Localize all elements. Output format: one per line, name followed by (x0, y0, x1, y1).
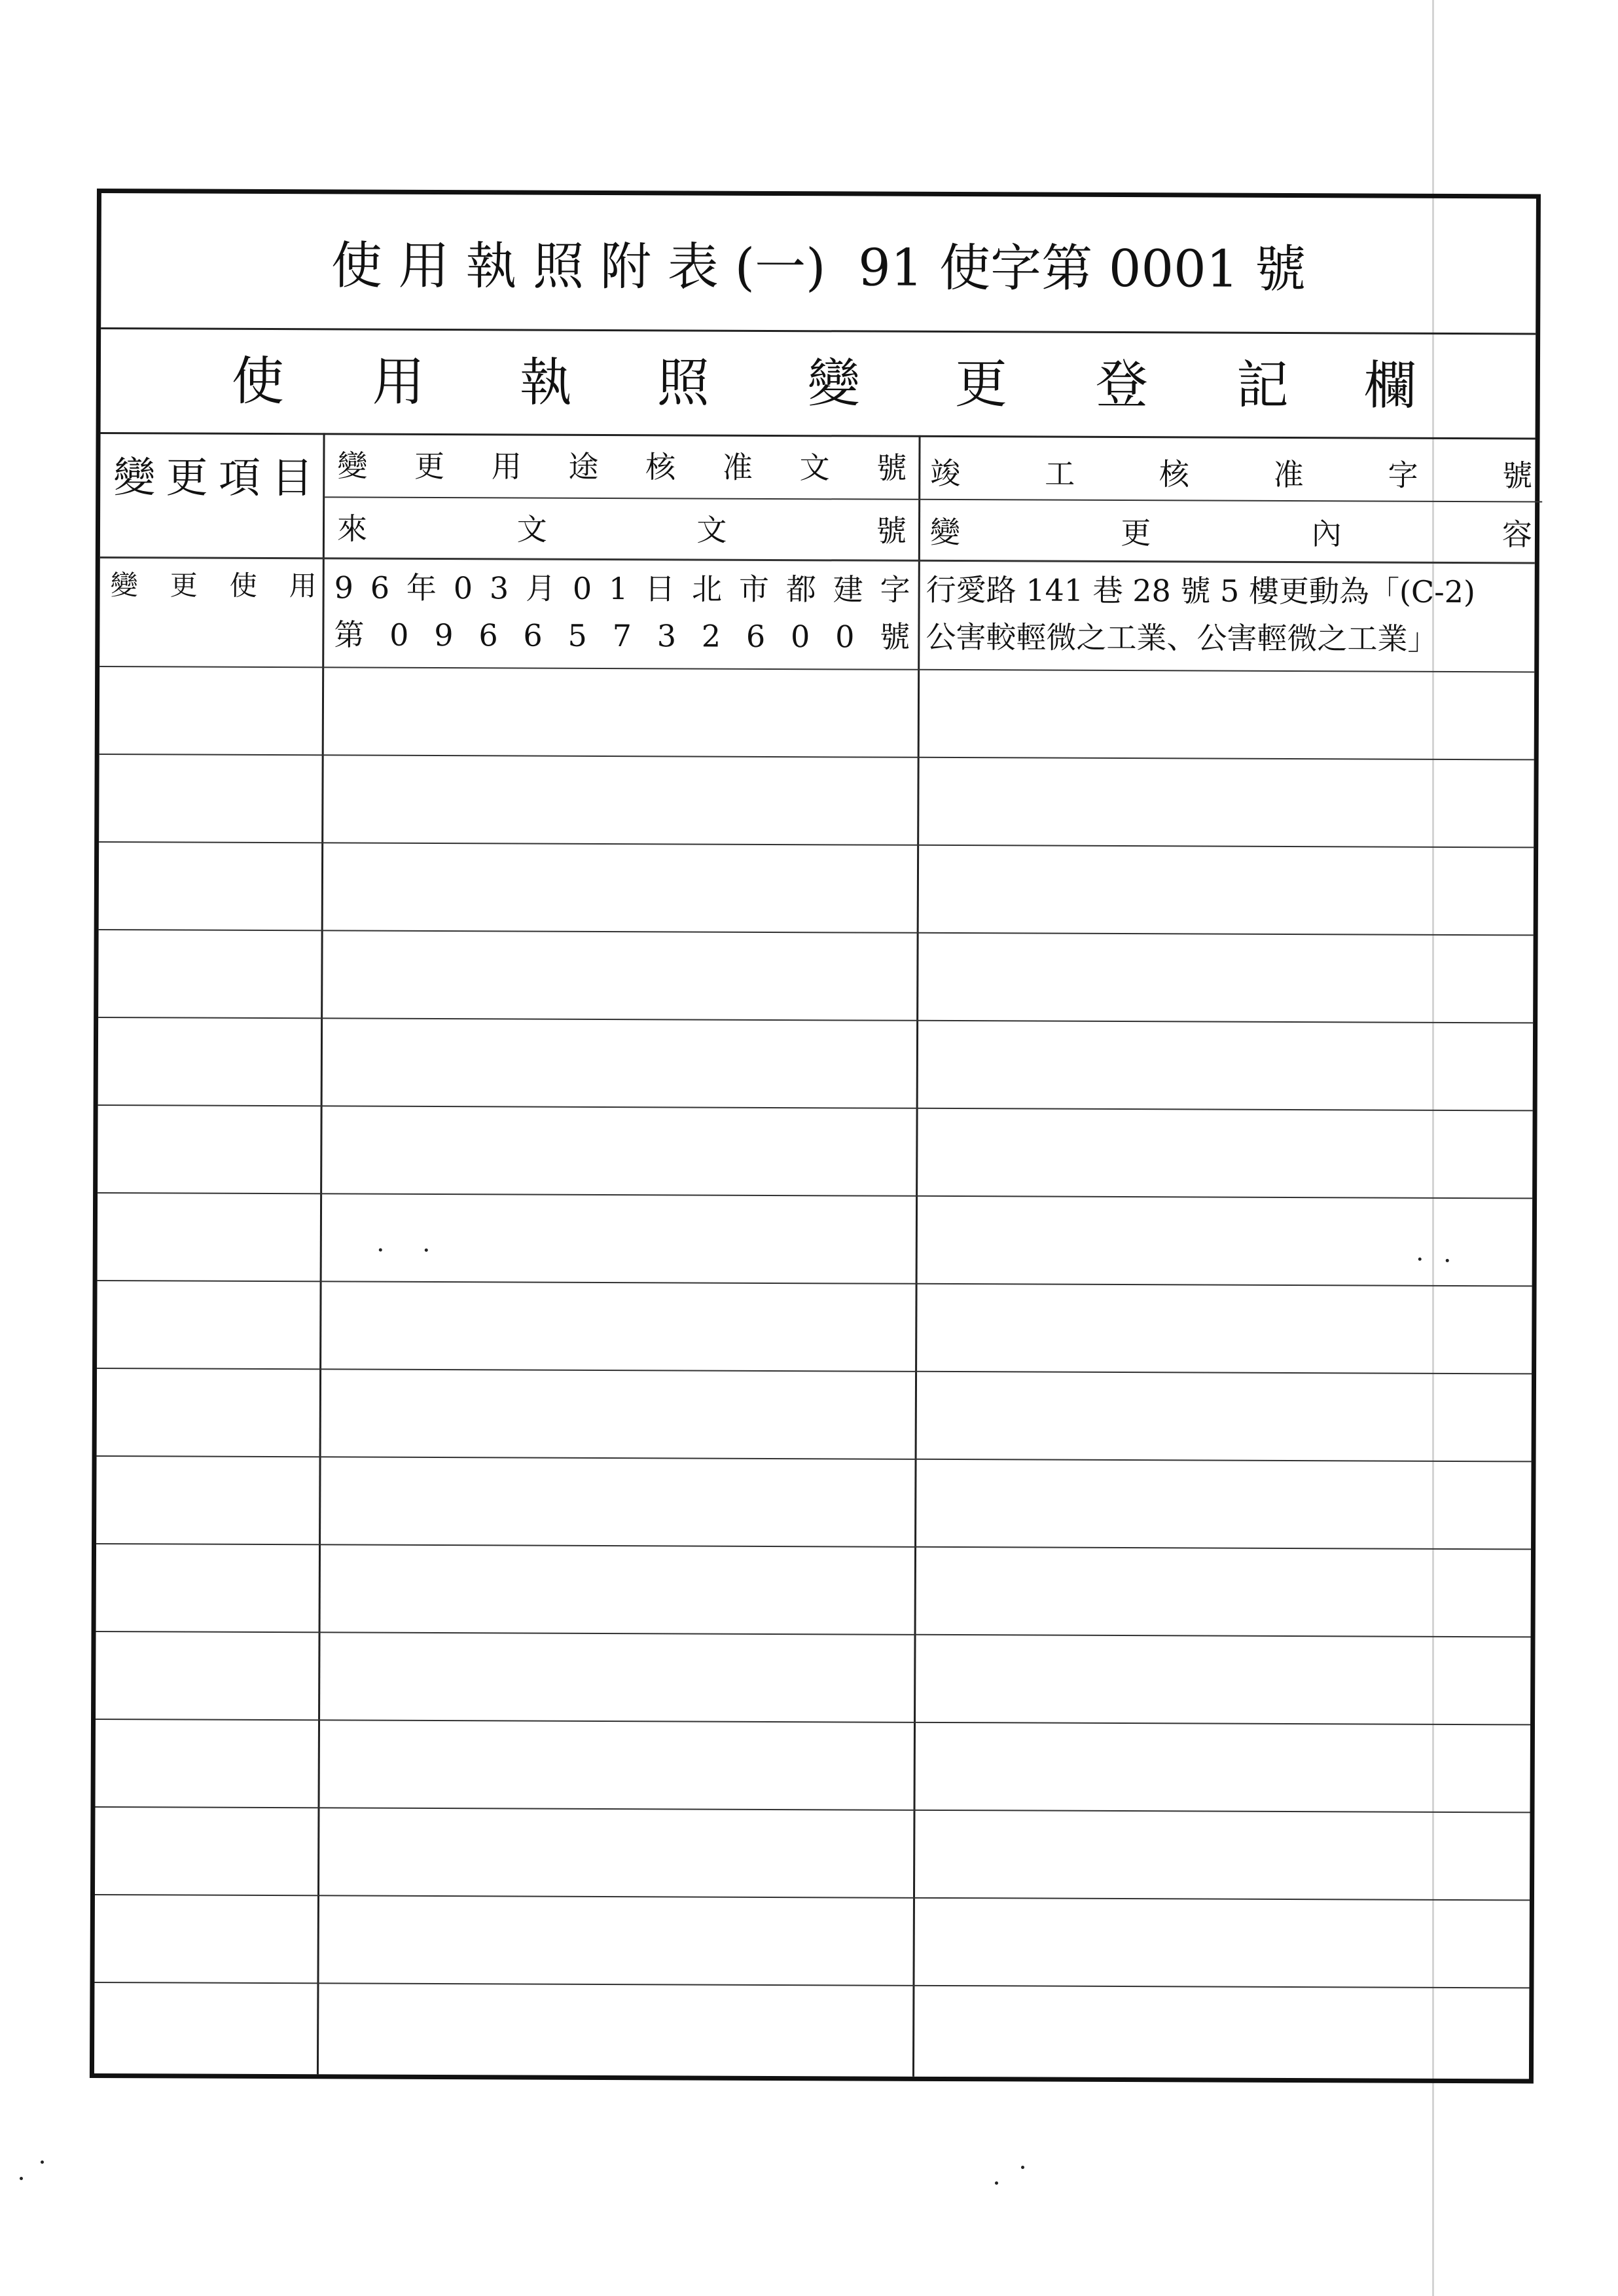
table-row-line (98, 1104, 1533, 1111)
entry-doc-char: 7 (612, 618, 632, 654)
entry-doc-char: 9 (434, 617, 454, 653)
table-row-line (96, 1543, 1531, 1550)
section-heading (101, 327, 1536, 439)
entry-doc-char: 6 (370, 570, 390, 606)
table-row-line (99, 754, 1534, 760)
header-approval-char: 准 (722, 449, 753, 485)
column-divider-1 (317, 433, 325, 2074)
entry-doc-char: 0 (572, 570, 592, 606)
entry-doc-char: 字 (880, 572, 910, 608)
section-heading-char: 用 (372, 351, 425, 412)
entry-doc-char: 北 (691, 571, 723, 607)
entry-item-char: 用 (289, 570, 317, 602)
section-heading-char: 記 (1236, 354, 1289, 416)
header-content-char: 更 (1121, 515, 1151, 551)
scan-speck (995, 2181, 998, 2185)
header-completion-char: 號 (1502, 458, 1533, 494)
header-bottom-line (100, 556, 1535, 564)
header-content-char: 變 (929, 514, 961, 551)
header-completion-char: 核 (1159, 456, 1190, 492)
entry-doc-char: 6 (746, 618, 766, 654)
entry-item (110, 569, 317, 602)
scan-speck (41, 2160, 44, 2164)
scan-speck (1446, 1259, 1449, 1262)
header-change-content (929, 514, 1533, 553)
section-heading-char: 使 (231, 350, 285, 412)
header-completion-no (930, 455, 1533, 494)
entry-doc-char: 0 (453, 570, 473, 606)
header-incoming-char: 文 (516, 511, 547, 547)
entry-doc-char: 9 (334, 570, 354, 606)
header-approval-char: 變 (337, 448, 368, 484)
header-approval-char: 核 (645, 449, 676, 485)
column-divider-2 (912, 435, 921, 2077)
header-content-char: 內 (1311, 516, 1342, 552)
header-completion-char: 工 (1045, 456, 1075, 492)
entry-item-char: 變 (110, 569, 138, 602)
header-completion-char: 准 (1273, 456, 1304, 493)
header-approval-char: 用 (491, 448, 522, 484)
title-text: 使 用 執 照 附 表 (一) 91 使字第 0001 號 (331, 236, 1306, 299)
table-row-line (96, 1631, 1531, 1637)
entry-doc-char: 第 (334, 617, 365, 653)
table-row-line (95, 1894, 1530, 1901)
header-approval-char: 文 (799, 450, 830, 486)
entry-content-line1: 行愛路 141 巷 28 號 5 樓更動為「(C-2) (926, 572, 1475, 610)
entry-doc-char: 2 (701, 618, 721, 654)
table-row-line (99, 841, 1534, 848)
entry-doc-char: 1 (608, 571, 628, 607)
header-change-item-char: 項 (218, 454, 261, 503)
entry-doc-char: 5 (567, 617, 587, 653)
entry-doc-char: 6 (478, 617, 498, 653)
header-completion-char: 竣 (930, 455, 961, 492)
entry-doc-char: 0 (389, 617, 409, 653)
entry-doc-char: 市 (738, 571, 770, 607)
header-change-item (113, 454, 314, 503)
entry-doc-char: 3 (656, 618, 677, 654)
table-row-line (98, 1280, 1532, 1286)
section-heading-char: 變 (807, 353, 861, 414)
table-row-line (98, 1192, 1532, 1199)
scan-speck (20, 2177, 23, 2180)
header-approval-doc-no (337, 448, 907, 486)
entry-doc-char: 建 (833, 572, 863, 608)
section-heading-char: 執 (519, 352, 573, 413)
table-row-line (97, 1455, 1532, 1462)
scan-speck (379, 1248, 382, 1252)
table-row-line (99, 929, 1534, 936)
table-row-line (97, 1368, 1532, 1374)
table-row-line (94, 1982, 1529, 1988)
section-heading-char: 登 (1095, 354, 1149, 416)
page-title (101, 193, 1536, 335)
entry-doc-line2 (334, 617, 910, 655)
header-divider (325, 496, 1542, 502)
entry-doc-char: 號 (880, 619, 910, 655)
header-approval-char: 號 (876, 450, 907, 486)
scan-speck (425, 1248, 428, 1252)
entry-doc-char: 日 (645, 571, 675, 607)
entry-doc-char: 年 (406, 570, 437, 606)
header-completion-char: 字 (1388, 457, 1418, 493)
header-approval-char: 更 (414, 448, 445, 484)
table-row-line (96, 1806, 1530, 1813)
entry-item-char: 更 (170, 569, 198, 602)
header-incoming-char: 文 (696, 512, 727, 548)
header-change-item-char: 更 (166, 454, 208, 503)
entry-doc-char: 月 (525, 570, 556, 606)
section-heading-char: 照 (656, 352, 710, 414)
entry-doc-char: 6 (523, 617, 543, 653)
header-change-item-char: 目 (271, 454, 314, 503)
table-row-line (99, 666, 1534, 672)
entry-content-line2: 公害較輕微之工業、公害輕微之工業」 (926, 619, 1438, 657)
section-heading-char: 欄 (1363, 355, 1417, 416)
license-annex-table (90, 189, 1541, 2083)
scan-speck (1418, 1258, 1422, 1261)
header-change-item-char: 變 (113, 454, 156, 503)
entry-doc-char: 0 (790, 619, 810, 655)
scan-speck (1021, 2166, 1024, 2169)
header-incoming-doc-no (336, 511, 907, 549)
table-row-line (96, 1719, 1530, 1725)
entry-doc-char: 都 (785, 572, 816, 608)
entry-doc-char: 3 (489, 570, 509, 606)
header-incoming-char: 來 (336, 511, 368, 547)
entry-item-char: 使 (229, 569, 257, 602)
header-content-char: 容 (1501, 517, 1533, 553)
section-heading-char: 更 (954, 354, 1008, 415)
header-approval-char: 途 (568, 448, 599, 484)
entry-doc-line1 (334, 570, 910, 608)
header-incoming-char: 號 (876, 513, 907, 549)
entry-doc-char: 0 (835, 619, 855, 655)
table-row-line (98, 1017, 1533, 1023)
